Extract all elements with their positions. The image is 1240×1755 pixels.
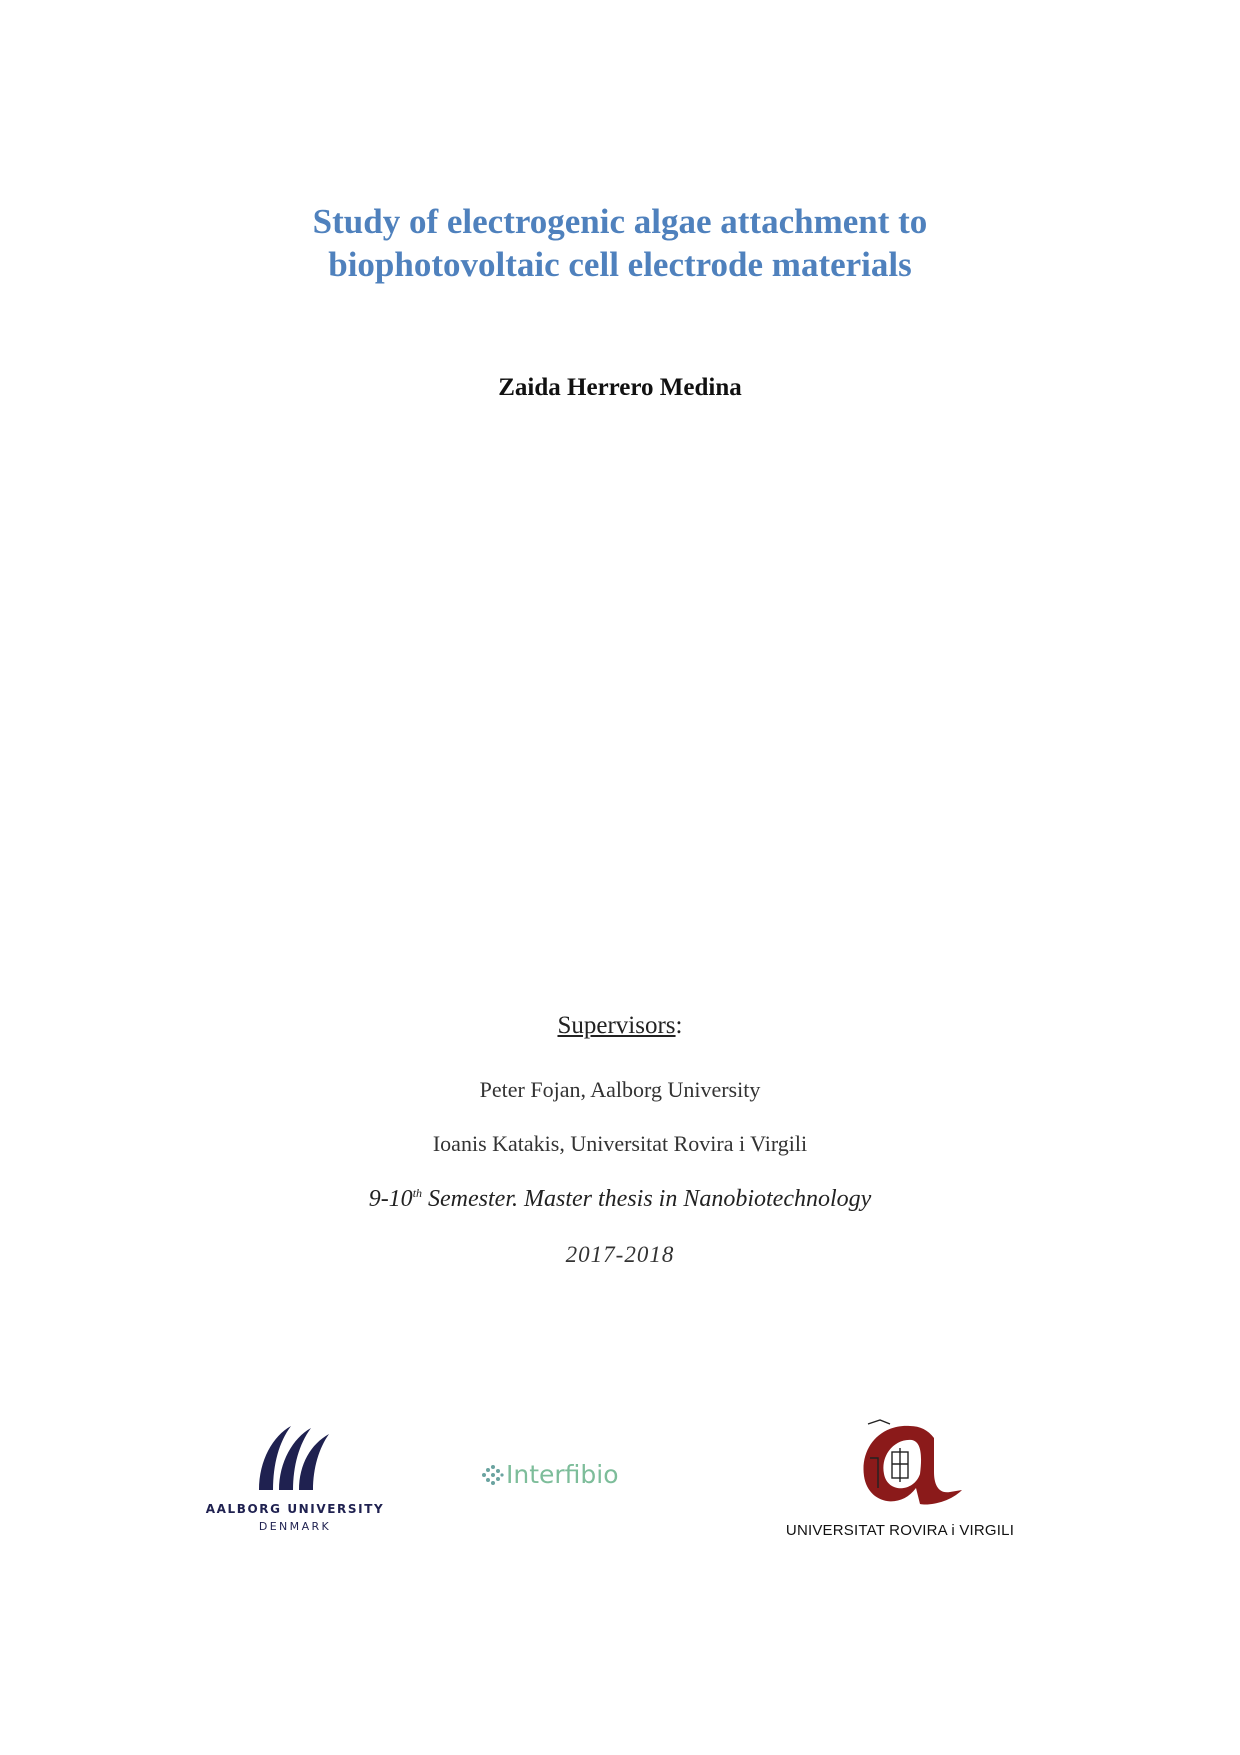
- supervisors-label: Supervisors: [557, 1012, 676, 1039]
- title-line-2: biophotovoltaic cell electrode materials: [328, 245, 912, 284]
- urv-emblem-icon: [850, 1418, 970, 1513]
- semester-ordinal: th: [412, 1186, 423, 1200]
- academic-years: 2017-2018: [565, 1242, 675, 1267]
- supervisor-1: Peter Fojan, Aalborg University: [479, 1077, 761, 1102]
- urv-name: UNIVERSITAT ROVIRA i VIRGILI: [785, 1522, 1015, 1539]
- thesis-title: [0, 200, 1240, 286]
- interfibio-dots-icon: [480, 1463, 504, 1487]
- supervisors-colon: :: [675, 1012, 683, 1039]
- urv-logo: [770, 1418, 1030, 1548]
- aau-waves-icon: [255, 1420, 335, 1492]
- semester-program: Semester. Master thesis in Nanobiotechnology: [422, 1186, 872, 1212]
- interfibio-name: Interfibio: [506, 1460, 619, 1489]
- supervisors-heading: [0, 1012, 1240, 1040]
- title-line-1: Study of electrogenic algae attachment to: [312, 202, 928, 241]
- semester-number: 9-10: [368, 1186, 413, 1212]
- aalborg-university-country: DENMARK: [258, 1520, 332, 1533]
- aalborg-university-name: AALBORG UNIVERSITY: [205, 1502, 385, 1516]
- author-name: Zaida Herrero Medina: [498, 374, 742, 401]
- supervisor-2: Ioanis Katakis, Universitat Rovira i Virgili: [432, 1131, 808, 1156]
- aalborg-university-logo: [200, 1420, 390, 1540]
- semester-line: [0, 1186, 1240, 1213]
- interfibio-logo: [480, 1460, 660, 1490]
